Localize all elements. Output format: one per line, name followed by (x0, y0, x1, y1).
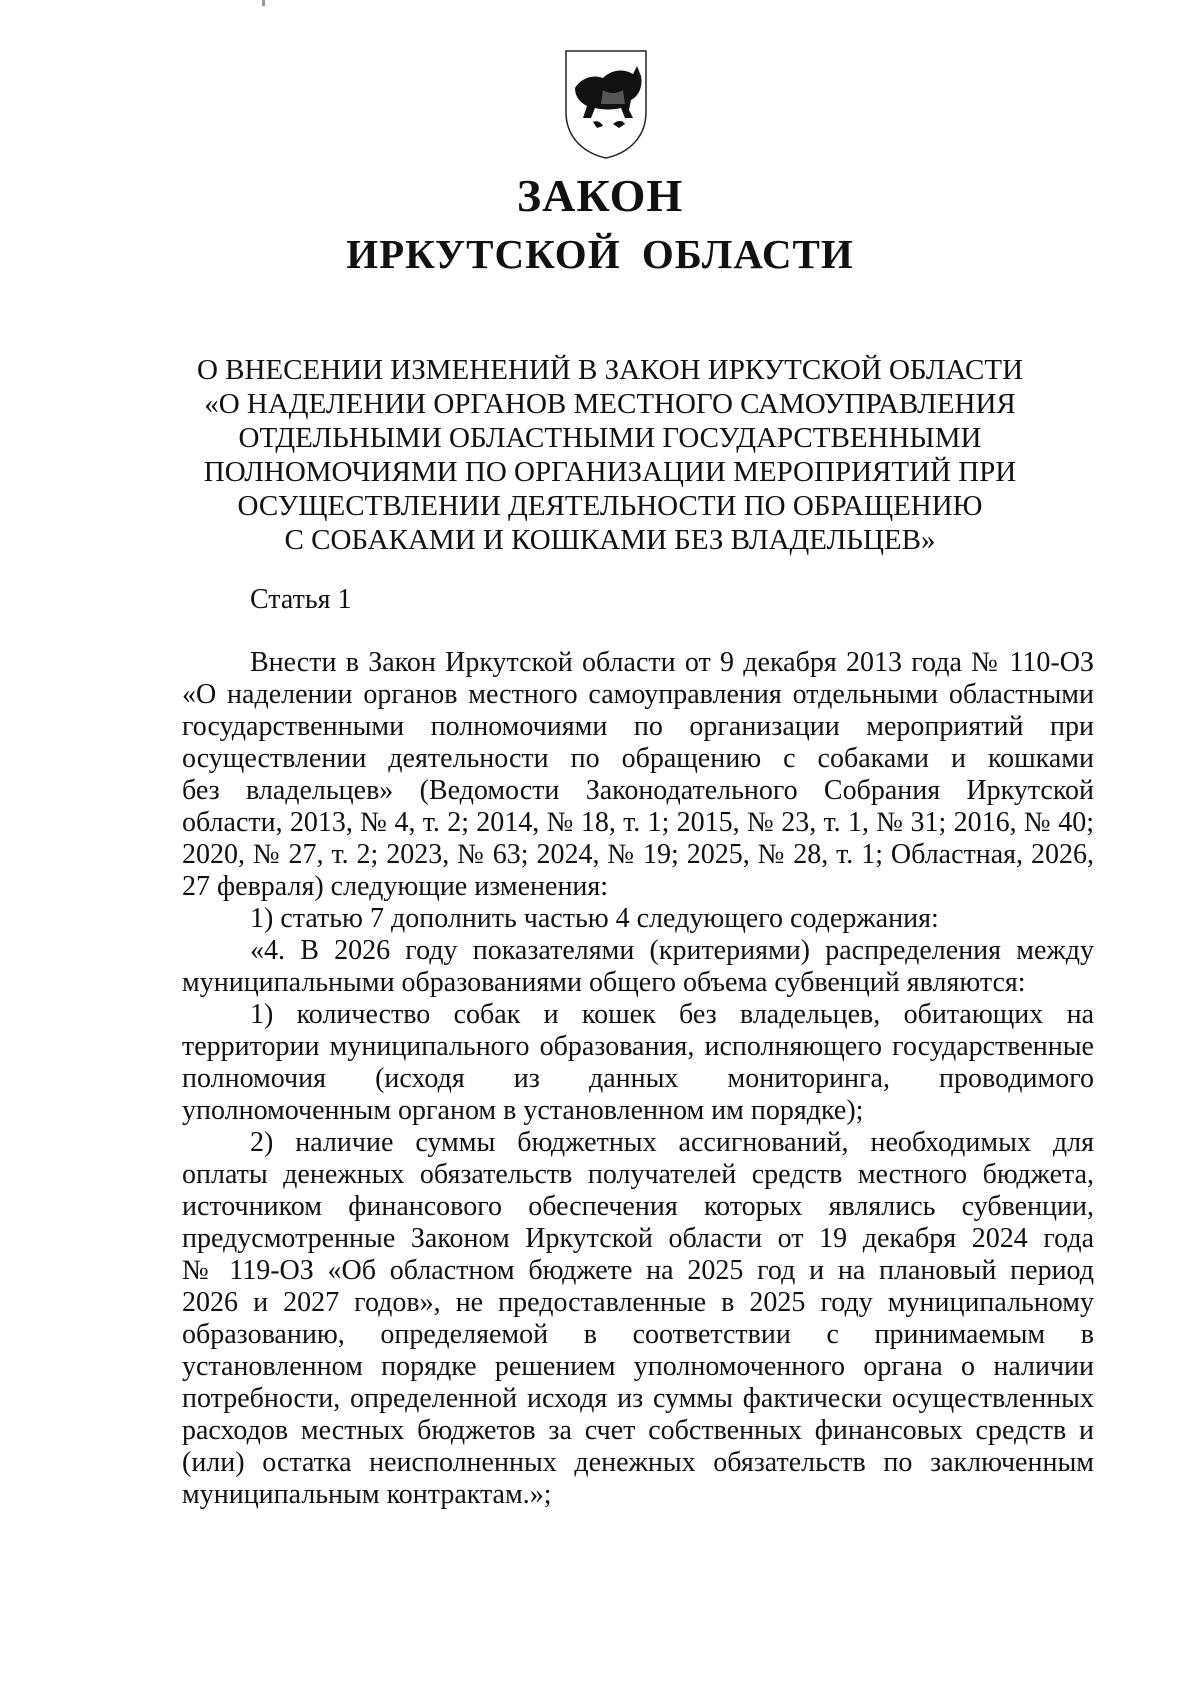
heading-line: ОСУЩЕСТВЛЕНИИ ДЕЯТЕЛЬНОСТИ ПО ОБРАЩЕНИЮ (237, 490, 983, 522)
heading-line: С СОБАКАМИ И КОШКАМИ БЕЗ ВЛАДЕЛЬЦЕВ» (284, 524, 936, 556)
body-line: Внести в Закон Иркутской области от 9 декабря 2013 года № 110-ОЗ (250, 647, 1094, 678)
body-line: образованию, определяемой в соответствии с принимаемым в (182, 1319, 1094, 1350)
body-line: 2026 и 2027 годов», не предоставленные в 2025 году муниципальному (182, 1287, 1094, 1318)
body-line: расходов местных бюджетов за счет собственных финансовых средств и (182, 1415, 1094, 1446)
coat-of-arms-icon (563, 48, 649, 160)
body-line: 1) статью 7 дополнить частью 4 следующего содержания: (250, 903, 939, 934)
body-line: полномочия (исходя из данных мониторинга, проводимого (182, 1063, 1094, 1094)
body-line: предусмотренные Законом Иркутской области от 19 декабря 2024 года (182, 1223, 1094, 1254)
body-line: 27 февраля) следующие изменения: (182, 871, 609, 902)
body-line: области, 2013, № 4, т. 2; 2014, № 18, т. 1; 2015, № 23, т. 1, № 31; 2016, № 40; (182, 807, 1094, 838)
heading-line: ПОЛНОМОЧИЯМИ ПО ОРГАНИЗАЦИИ МЕРОПРИЯТИЙ ПРИ (203, 456, 1017, 488)
document-title: ЗАКОН (516, 170, 684, 221)
body-line: 2020, № 27, т. 2; 2023, № 63; 2024, № 19; 2025, № 28, т. 1; Областная, 2026, (182, 839, 1094, 870)
document-body (182, 647, 1094, 1511)
heading-line: ОТДЕЛЬНЫМИ ОБЛАСТНЫМИ ГОСУДАРСТВЕННЫМИ (238, 422, 982, 454)
body-line: потребности, определенной исходя из суммы фактически осуществленных (182, 1383, 1094, 1414)
body-line: (или) остатка неисполненных денежных обязательств по заключенным (182, 1447, 1094, 1478)
body-line: 2) наличие суммы бюджетных ассигнований, необходимых для (250, 1127, 1094, 1158)
body-line: уполномоченным органом в установленном им порядке); (182, 1095, 864, 1126)
document-subtitle: ИРКУТСКОЙ ОБЛАСТИ (346, 231, 854, 277)
heading-line: О ВНЕСЕНИИ ИЗМЕНЕНИЙ В ЗАКОН ИРКУТСКОЙ ОБЛАСТИ (196, 354, 1024, 386)
body-line: государственными полномочиями по организации мероприятий при (182, 711, 1094, 742)
law-heading (150, 353, 1070, 557)
article-label: Статья 1 (250, 584, 352, 615)
body-line: территории муниципального образования, исполняющего государственные (182, 1031, 1094, 1062)
body-line: установленном порядке решением уполномоченного органа о наличии (182, 1351, 1094, 1382)
body-line: № 119-ОЗ «Об областном бюджете на 2025 год и на плановый период (182, 1255, 1094, 1286)
body-line: 1) количество собак и кошек без владельцев, обитающих на (250, 999, 1094, 1030)
body-line: без владельцев» (Ведомости Законодательного Собрания Иркутской (182, 775, 1094, 806)
body-line: источником финансового обеспечения которых являлись субвенции, (182, 1191, 1094, 1222)
heading-line: «О НАДЕЛЕНИИ ОРГАНОВ МЕСТНОГО САМОУПРАВЛЕНИЯ (204, 388, 1016, 420)
body-line: «О наделении органов местного самоуправления отдельными областными (182, 679, 1094, 710)
body-line: муниципальными образованиями общего объема субвенций являются: (182, 967, 1026, 998)
body-line: «4. В 2026 году показателями (критериями) распределения между (250, 935, 1094, 966)
body-line: осуществлении деятельности по обращению с собаками и кошками (182, 743, 1094, 774)
body-line: муниципальным контрактам.»; (182, 1479, 552, 1510)
scan-artifact (262, 0, 265, 6)
body-line: оплаты денежных обязательств получателей средств местного бюджета, (182, 1159, 1094, 1190)
